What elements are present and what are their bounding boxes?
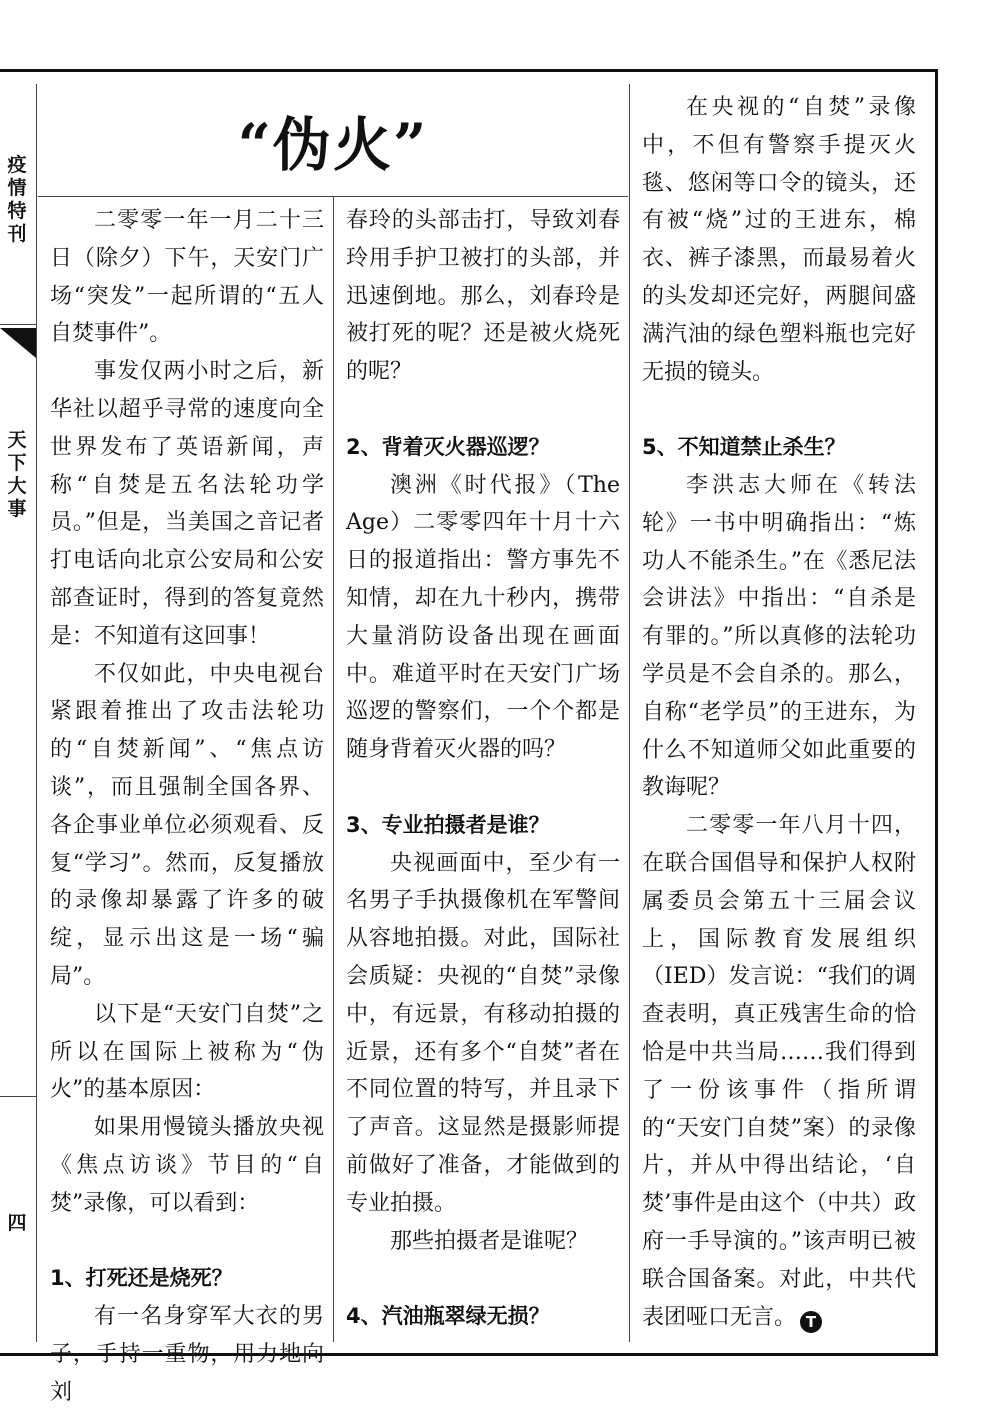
column-3 xyxy=(642,89,916,1336)
section-label-special-issue: 疫 情 特 刊 xyxy=(7,154,27,245)
column-2 xyxy=(346,202,620,1336)
paragraph: 不仅如此，中央电视台紧跟着推出了攻击法轮功的“自焚新闻”、“焦点访谈”，而且强制全国各界、各企事业单位必须观看、反复“学习”。然而，反复播放的录像却暴露了许多的破绽，显示出这是一场“骗局”。 xyxy=(50,661,324,989)
sidebar-divider xyxy=(0,324,36,325)
paragraph: 如果用慢镜头播放央视《焦点访谈》节目的“自焚”录像，可以看到： xyxy=(50,1115,324,1216)
paragraph: 李洪志大师在《转法轮》一书中明确指出：“炼功人不能杀生。”在《悉尼法会讲法》中指出：“自杀是有罪的。”所以真修的法轮功学员是不会自杀的。那么，自称“老学员”的王进东，为什么不知道师父如此重要的教诲呢？ xyxy=(642,472,916,801)
paragraph: 春玲的头部击打，导致刘春玲用手护卫被打的头部，并迅速倒地。那么，刘春玲是被打死的呢？还是被火烧死的呢？ xyxy=(346,208,620,385)
title-box xyxy=(38,84,628,197)
column-divider xyxy=(629,84,630,1342)
section-heading: 1、打死还是烧死？ xyxy=(50,1266,233,1291)
column-1 xyxy=(50,202,324,1412)
sidebar xyxy=(0,84,37,1342)
paragraph: 央视画面中，至少有一名男子手执摄像机在军警间从容地拍摄。对此，国际社会质疑：央视的“自焚”录像中，有远景，有移动拍摄的近景，还有多个“自焚”者在不同位置的特写，并且录下了声音。这显然是摄影师提前做好了准备，才能做到的专业拍摄。 xyxy=(346,850,620,1216)
end-mark-icon: T xyxy=(800,1311,822,1333)
paragraph: 在央视的“自焚”录像中，不但有警察手提灭火毯、悠闲等口令的镜头，还有被“烧”过的王进东，棉衣、裤子漆黑，而最易着火的头发却还完好，两腿间盛满汽油的绿色塑料瓶也完好无损的镜头。 xyxy=(642,95,916,385)
section-label-world-news: 天 下 大 事 xyxy=(7,429,27,520)
paragraph-text: 二零零一年八月十四，在联合国倡导和保护人权附属委员会第五十三届会议上，国际教育发展组织（IED）发言说：“我们的调查表明，真正残害生命的恰恰是中共当局……我们得到了一份该事件（指所谓的“天安门自焚”案）的录像片，并从中得出结论，‘自焚’事件是由这个（中共）政府一手导演的。”该声明已被联合国备案。对此，中共代表团哑口无言。 xyxy=(642,813,916,1330)
sidebar-divider xyxy=(0,1096,36,1097)
section-heading: 3、专业拍摄者是谁？ xyxy=(346,812,550,837)
article-title: “伪火” xyxy=(237,111,429,179)
paragraph: 二零零一年一月二十三日（除夕）下午，天安门广场“突发”一起所谓的“五人自焚事件”。 xyxy=(50,208,324,347)
paragraph xyxy=(642,807,916,1336)
paragraph: 澳洲《时代报》（The Age）二零零四年十月十六日的报道指出：警方事先不知情，却在九十秒内，携带大量消防设备出现在画面中。难道平时在天安门广场巡逻的警察们，一个个都是随身背着灭火器的吗？ xyxy=(346,472,620,763)
section-marker-triangle xyxy=(0,328,36,358)
paragraph: 有一名身穿军大衣的男子，手持一重物，用力地向刘 xyxy=(50,1304,324,1405)
paragraph: 以下是“天安门自焚”之所以在国际上被称为“伪火”的基本原因： xyxy=(50,1001,324,1103)
column-divider xyxy=(333,196,334,1342)
paragraph: 那些拍摄者是谁呢？ xyxy=(390,1228,589,1254)
paragraph: 事发仅两小时之后，新华社以超乎寻常的速度向全世界发布了英语新闻，声称“自焚是五名法轮功学员。”但是，当美国之音记者打电话向北京公安局和公安部查证时，得到的答复竟然是：不知道有这回事！ xyxy=(50,359,324,649)
section-heading: 5、不知道禁止杀生？ xyxy=(642,435,846,460)
section-heading: 4、汽油瓶翠绿无损？ xyxy=(346,1304,550,1329)
page-number: 四 xyxy=(7,1212,27,1234)
section-heading: 2、背着灭火器巡逻？ xyxy=(346,434,550,459)
